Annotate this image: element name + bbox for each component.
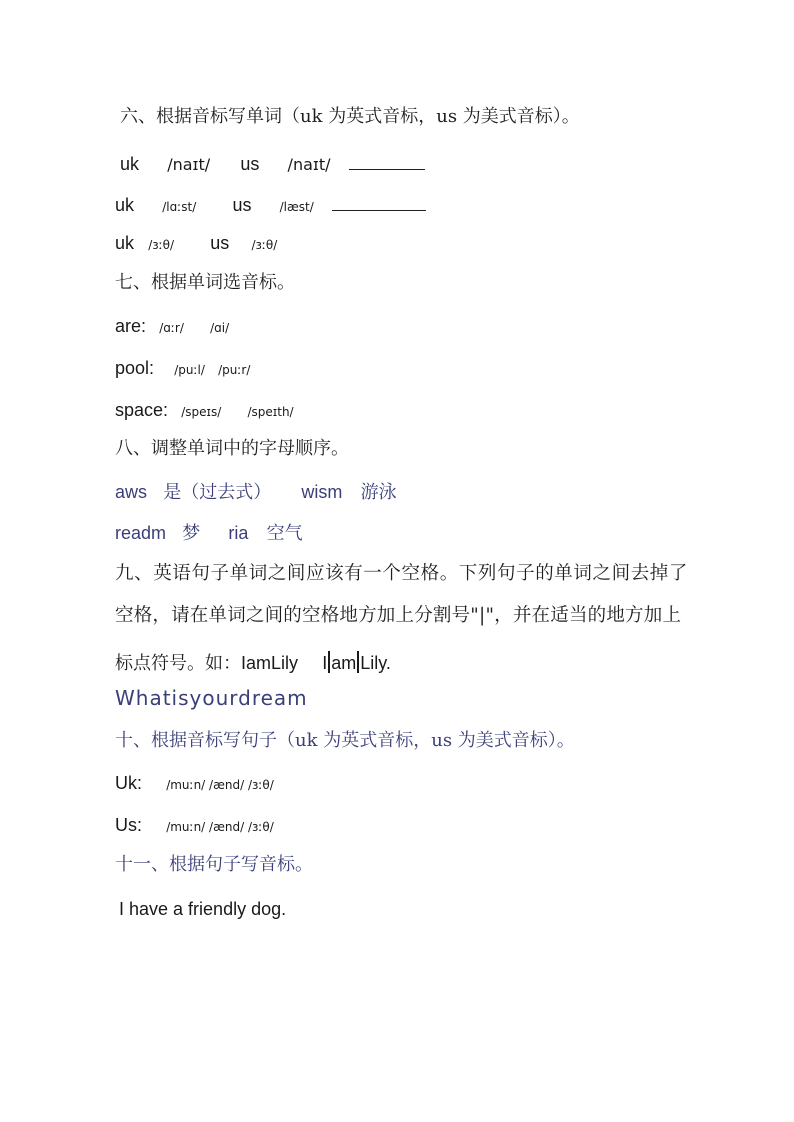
section11-heading: 十一、根据句子写音标。	[115, 854, 313, 875]
section6-row-2	[115, 192, 426, 214]
uk-label: uk	[115, 195, 135, 215]
section10-row-2	[115, 816, 274, 834]
answer-blank[interactable]	[349, 151, 425, 170]
separator-mark	[328, 651, 330, 673]
uk-phonetic: /ɜːθ/	[148, 238, 175, 252]
uk-phonetic: /naɪt/	[167, 155, 211, 174]
section8-row-1	[115, 483, 397, 502]
word-meaning: 是（过去式）	[163, 482, 272, 503]
section7-row-3	[115, 401, 294, 419]
phonetic-option-1[interactable]: /speɪs/	[181, 405, 222, 419]
section9-line-3	[115, 651, 391, 673]
section9-line-1: 九、英语句子单词之间应该有一个空格。下列句子的单词之间去掉了	[115, 563, 689, 584]
word-meaning: 空气	[266, 523, 303, 544]
example-word: Lily.	[360, 653, 391, 673]
example-word: I	[322, 653, 328, 673]
word: pool:	[115, 358, 155, 378]
phonetic-option-2[interactable]: /ɑi/	[210, 321, 230, 335]
us-phonetic: /læst/	[279, 200, 314, 214]
section7-row-2	[115, 359, 250, 377]
section8-heading: 八、调整单词中的字母顺序。	[115, 438, 349, 459]
uk-label: uk	[115, 233, 135, 253]
scrambled-word: ria	[228, 523, 249, 543]
scrambled-word: readm	[115, 523, 167, 543]
section9-question	[115, 688, 308, 708]
us-phonetic: /naɪt/	[287, 155, 331, 174]
word: space:	[115, 400, 169, 420]
example-prefix: 标点符号。如：	[115, 653, 241, 674]
section11-sentence: I have a friendly dog.	[119, 899, 287, 919]
section6-row-1	[120, 151, 425, 173]
section6-row-3	[115, 234, 277, 252]
us-label: Us:	[115, 815, 142, 835]
section8-row-2	[115, 524, 303, 543]
separator-mark	[357, 651, 359, 673]
phonetic-sentence: /muːn/ /ænd/ /ɜːθ/	[166, 820, 274, 834]
scrambled-word: aws	[115, 482, 148, 502]
section7-row-1	[115, 317, 229, 335]
scrambled-word: wism	[301, 482, 343, 502]
phonetic-option-2[interactable]: /speɪth/	[247, 405, 294, 419]
section9-line-2: 空格，请在单词之间的空格地方加上分割号"|"，并在适当的地方加上	[115, 605, 682, 626]
joined-sentence: Whatisyourdream	[115, 686, 308, 710]
section10-row-1	[115, 774, 274, 792]
uk-label: uk	[120, 154, 140, 174]
phonetic-option-1[interactable]: /ɑːr/	[159, 321, 184, 335]
section6-heading: 六、根据音标写单词（uk 为英式音标，us 为美式音标）。	[120, 106, 580, 127]
us-label: us	[240, 154, 260, 174]
uk-label: Uk:	[115, 773, 142, 793]
us-phonetic: /ɜːθ/	[251, 238, 278, 252]
section7-heading: 七、根据单词选音标。	[115, 272, 295, 293]
us-label: us	[232, 195, 252, 215]
phonetic-sentence: /muːn/ /ænd/ /ɜːθ/	[166, 778, 274, 792]
word-meaning: 游泳	[360, 482, 397, 503]
uk-phonetic: /lɑːst/	[162, 200, 197, 214]
section10-heading: 十、根据音标写句子（uk 为英式音标，us 为美式音标）。	[115, 730, 575, 751]
example-joined: IamLily	[241, 653, 299, 673]
word-meaning: 梦	[182, 523, 201, 544]
answer-blank[interactable]	[332, 192, 426, 211]
word: are:	[115, 316, 147, 336]
us-label: us	[210, 233, 230, 253]
phonetic-option-1[interactable]: /puːl/	[174, 363, 205, 377]
phonetic-option-2[interactable]: /puːr/	[218, 363, 251, 377]
example-word: am	[331, 653, 357, 673]
